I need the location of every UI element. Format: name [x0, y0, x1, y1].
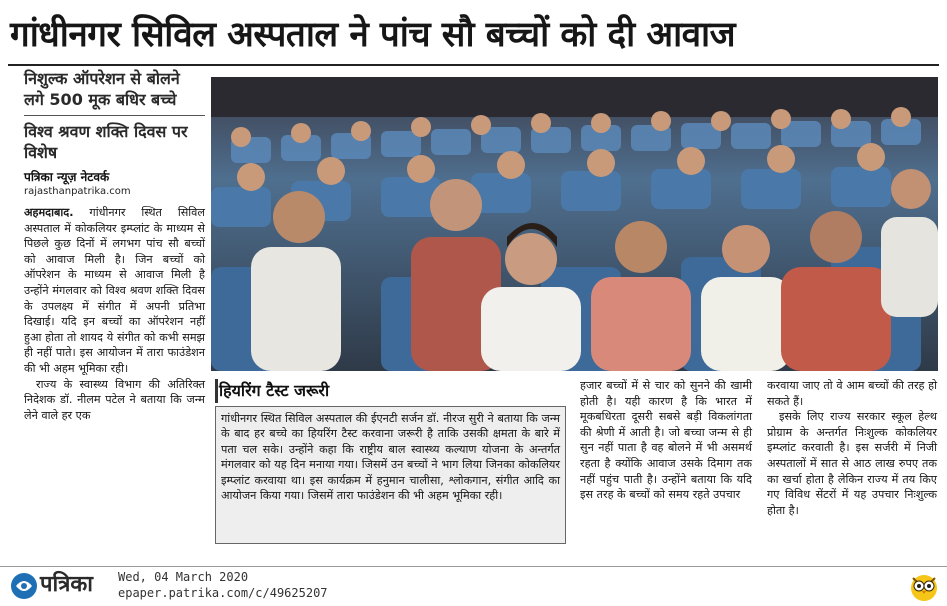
right-column-text	[767, 378, 937, 518]
box-title-marker	[215, 379, 218, 403]
patrika-logo-text[interactable]: पत्रिका	[40, 572, 93, 597]
footer	[0, 567, 947, 606]
box-title: हियरिंग टैस्ट जरूरी	[219, 381, 330, 400]
headline: गांधीनगर सिविल अस्पताल ने पांच सौ बच्चों को दी आवाज	[10, 15, 736, 55]
subhead-divider	[24, 115, 205, 116]
right-column	[767, 378, 937, 518]
subheading-primary: निशुल्क ऑपरेशन से बोलने लगे 500 मूक बधिर बच्चे	[24, 69, 180, 109]
article-paragraph: इसके लिए राज्य सरकार स्कूल हेल्थ प्रोग्राम के अन्तर्गत निःशुल्क कोकलियर इम्प्लांट करवाती है। इस सर्जरी में निजी अस्पतालों में सात से आठ लाख रुपए तक का खर्चा होता है लेकिन राज्य में तय किए गए विविध सेंटरों में यह उपचार निःशुल्क होता है।	[767, 410, 937, 517]
highlight-box	[215, 406, 566, 544]
website-label: rajasthanpatrika.com	[24, 186, 131, 197]
epaper-url[interactable]: epaper.patrika.com/c/49625207	[118, 586, 328, 600]
box-text: गांधीनगर स्थित सिविल अस्पताल की ईएनटी सर्जन डॉ. नीरज सुरी ने बताया कि जन्म के बाद हर बच्चे का हियरिंग टैस्ट करवाना जरूरी है ताकि उसकी क्षमता के बारे में पता चल सके। उन्होंने कहा कि राष्ट्रीय बाल स्वास्थ्य कल्याण योजना के अन्तर्गत मंगलवार को यह दिन मनाया गया। जिसमें उन बच्चों ने भाग लिया जिनका कोकलियर इम्प्लांट करवाया था। इस कार्यक्रम में हनुमान चालीसा, श्लोकगान, संगीत आदि का आयोजन किया गया। जिसमें तारा फाउंडेशन की भी अहम भूमिका रही।	[221, 412, 560, 503]
article-paragraph: राज्य के स्वास्थ्य विभाग की अतिरिक्त निदेशक डॉ. नीलम पटेल ने बताया कि जन्म लेने वाले हर एक	[24, 377, 205, 422]
subheading-secondary: विश्व श्रवण शक्ति दिवस पर विशेष	[24, 122, 188, 162]
event-photo	[211, 77, 938, 371]
byline: पत्रिका न्यूज़ नेटवर्क	[24, 170, 110, 184]
article-paragraph: करवाया जाए तो वे आम बच्चों की तरह हो सकते हैं।	[767, 379, 937, 408]
audience-photo-illustration	[211, 77, 938, 371]
paragraph-text: गांधीनगर स्थित सिविल अस्पताल में कोकलियर इम्प्लांट के माध्यम से पिछले कुछ दिनों में लगभग पांच सौ बच्चों को आवाज मिली है। जिन बच्चों को ऑपरेशन के माध्यम से आवाज मिली है उन्होंने मंगलवार को विश्व श्रवण शक्ति दिवस के उपलक्ष्य में संगीत में अपनी प्रतिभा दिखाई। यदि इन बच्चों का ऑपरेशन नहीं हुआ होता तो शायद ये संगीत को कभी समझ ही नहीं पाते। इस आयोजन में तारा फाउंडेशन की भी अहम भूमिका रही।	[24, 206, 205, 375]
article-body-left	[24, 205, 205, 423]
middle-column	[580, 378, 752, 503]
patrika-logo-icon	[10, 572, 38, 600]
article-paragraph	[24, 205, 205, 377]
owl-mascot-icon[interactable]	[908, 570, 940, 602]
edition-date: Wed, 04 March 2020	[118, 570, 249, 584]
middle-column-text: हजार बच्चों में से चार को सुनने की खामी होती है। यही कारण है कि भारत में मूकबधिरता दूसरी सबसे बड़ी विकलांगता की श्रेणी में आती है। जो बच्चा जन्म से ही सुन नहीं पाता है वह बोलने में भी असमर्थ रहता है क्योंकि आवाज उसके दिमाग तक नहीं पहुंच पाती है। उन्होंने बताया कि यदि इस तरह के बच्चों को समय रहते उपचार	[580, 379, 752, 502]
dateline: अहमदाबाद.	[24, 206, 74, 219]
left-column	[24, 66, 205, 423]
